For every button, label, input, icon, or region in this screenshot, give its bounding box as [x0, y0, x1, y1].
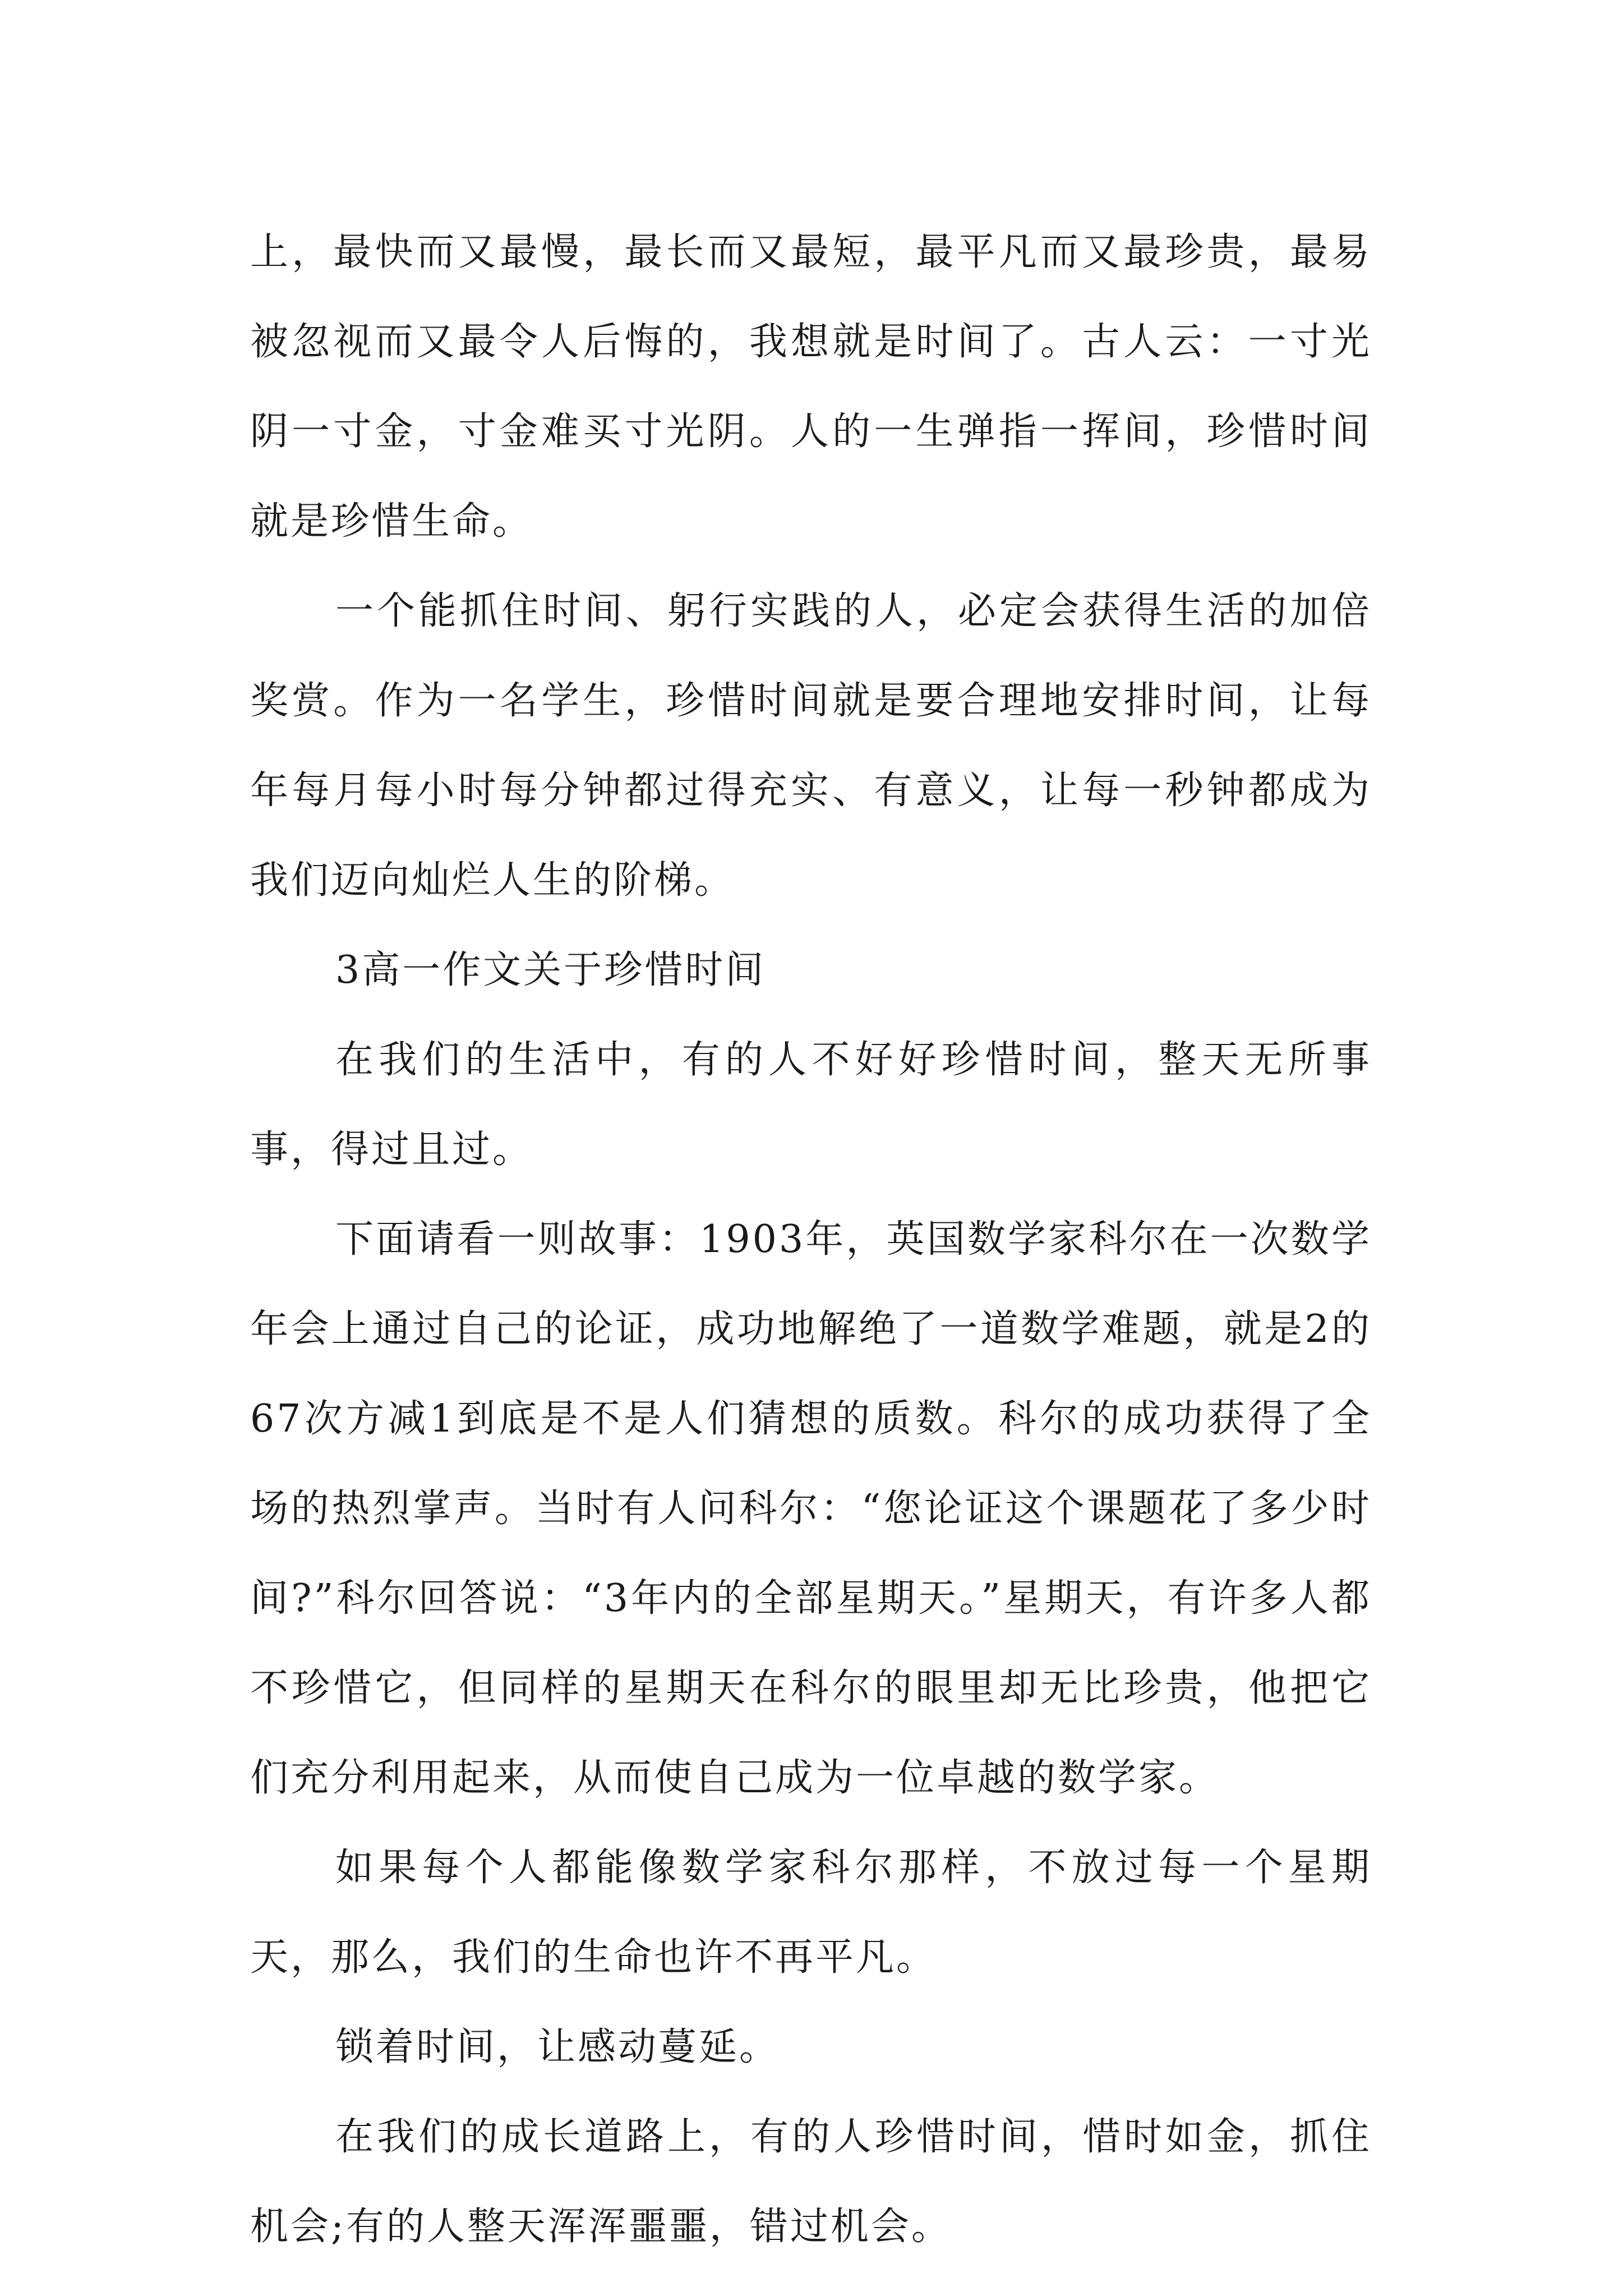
- paragraph-1: 上，最快而又最慢，最长而又最短，最平凡而又最珍贵，最易被忽视而又最令人后悔的，我想就是时间了。古人云：一寸光阴一寸金，寸金难买寸光阴。人的一生弹指一挥间，珍惜时间就是珍惜生命。: [250, 230, 1372, 544]
- document-body: [250, 208, 1372, 2272]
- section-heading: 3高一作文关于珍惜时间: [335, 948, 766, 992]
- paragraph-7: 在我们的成长道路上，有的人珍惜时间，惜时如金，抓住机会;有的人整天浑浑噩噩，错过机会。: [250, 2115, 1372, 2249]
- paragraph-4: 下面请看一则故事：1903年，英国数学家科尔在一次数学年会上通过自己的论证，成功地解绝了一道数学难题，就是2的67次方减1到底是不是人们猜想的质数。科尔的成功获得了全场的热烈掌声。当时有人问科尔：“您论证这个课题花了多少时间?”科尔回答说：“3年内的全部星期天。”星期天，有许多人都不珍惜它，但同样的星期天在科尔的眼里却无比珍贵，他把它们充分利用起来，从而使自己成为一位卓越的数学家。: [250, 1217, 1372, 1800]
- paragraph-2: 一个能抓住时间、躬行实践的人，必定会获得生活的加倍奖赏。作为一名学生，珍惜时间就是要合理地安排时间，让每年每月每小时每分钟都过得充实、有意义，让每一秒钟都成为我们迈向灿烂人生的阶梯。: [250, 589, 1372, 903]
- paragraph-3: 在我们的生活中，有的人不好好珍惜时间，整天无所事事，得过且过。: [250, 1038, 1372, 1172]
- paragraph-5: 如果每个人都能像数学家科尔那样，不放过每一个星期天，那么，我们的生命也许不再平凡。: [250, 1846, 1372, 1980]
- paragraph-6: 锁着时间，让感动蔓延。: [335, 2025, 780, 2069]
